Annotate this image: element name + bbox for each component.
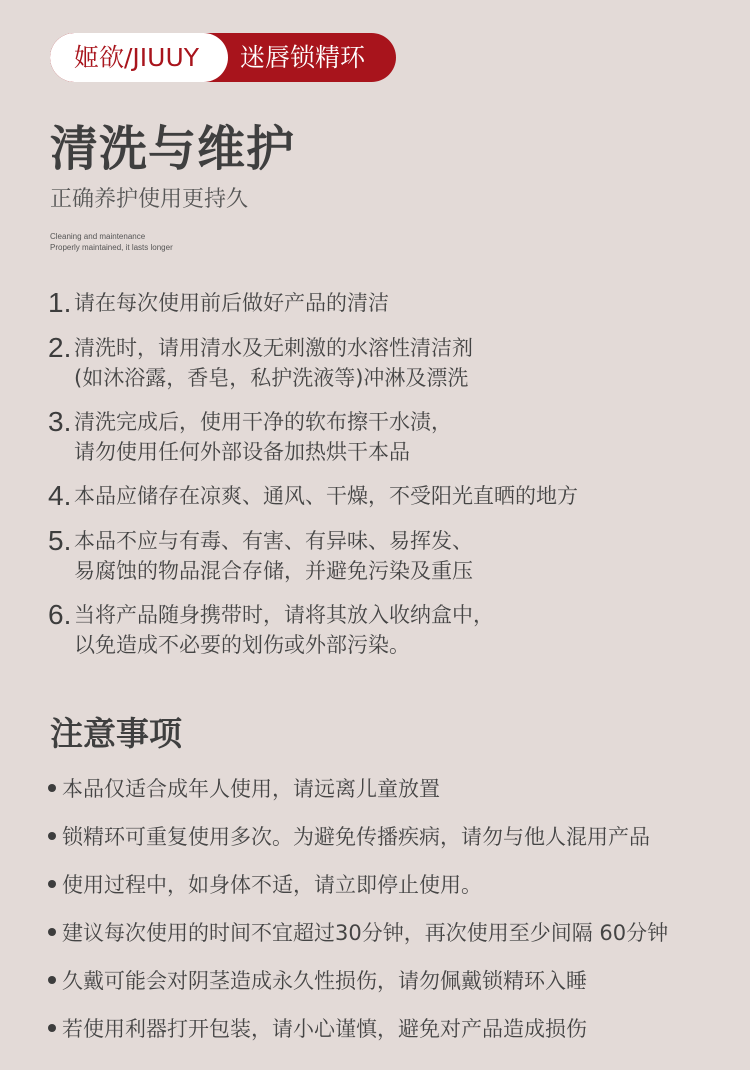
brand-name: 姬欲/JIUUY [50, 33, 228, 82]
care-steps-list [48, 287, 728, 673]
english-subtitle-line: Properly maintained, it lasts longer [50, 243, 173, 252]
step-number: 2. [48, 332, 72, 363]
notice-text: 本品仅适合成年人使用，请远离儿童放置 [62, 777, 440, 801]
step-text: (如沐浴露，香皂，私护洗液等)冲淋及漂洗 [74, 366, 469, 390]
step-text: 易腐蚀的物品混合存储，并避免污染及重压 [74, 559, 473, 583]
notice-title: 注意事项 [50, 714, 182, 753]
notice-text: 久戴可能会对阴茎造成永久性损伤，请勿佩戴锁精环入睡 [62, 969, 587, 993]
step-text: 本品不应与有毒、有害、有异味、易挥发、 [74, 529, 473, 553]
step-text: 清洗时，请用清水及无刺激的水溶性清洁剂 [74, 336, 473, 360]
step-text: 请勿使用任何外部设备加热烘干本品 [74, 440, 410, 464]
notice-text: 锁精环可重复使用多次。为避免传播疾病，请勿与他人混用产品 [62, 825, 650, 849]
brand-badge [50, 33, 396, 82]
step-text: 当将产品随身携带时，请将其放入收纳盒中， [74, 603, 494, 627]
care-step [48, 599, 728, 660]
product-name: 迷唇锁精环 [240, 43, 366, 72]
notice-text: 建议每次使用的时间不宜超过30分钟，再次使用至少间隔 60分钟 [62, 921, 669, 945]
notice-list [48, 764, 738, 1052]
bullet-dot-icon [48, 1024, 56, 1032]
step-text: 清洗完成后，使用干净的软布擦干水渍， [74, 410, 452, 434]
notice-text: 若使用利器打开包装，请小心谨慎，避免对产品造成损伤 [62, 1017, 587, 1041]
step-text: 本品应储存在凉爽、通风、干燥，不受阳光直晒的地方 [74, 484, 578, 508]
care-step [48, 332, 728, 393]
notice-item [48, 860, 738, 908]
step-text: 请在每次使用前后做好产品的清洁 [74, 291, 389, 315]
page-title: 清洗与维护 [50, 121, 296, 177]
notice-item [48, 812, 738, 860]
bullet-dot-icon [48, 928, 56, 936]
notice-item [48, 1004, 738, 1052]
bullet-dot-icon [48, 880, 56, 888]
notice-item [48, 908, 738, 956]
step-text: 以免造成不必要的划伤或外部污染。 [74, 633, 410, 657]
care-step [48, 525, 728, 586]
bullet-dot-icon [48, 784, 56, 792]
english-subtitle-line: Cleaning and maintenance [50, 232, 146, 241]
bullet-dot-icon [48, 976, 56, 984]
step-number: 3. [48, 406, 72, 437]
step-number: 1. [48, 287, 72, 318]
step-number: 4. [48, 480, 72, 511]
care-step [48, 480, 728, 512]
english-subtitle [50, 231, 173, 253]
bullet-dot-icon [48, 832, 56, 840]
notice-item [48, 764, 738, 812]
page-subtitle: 正确养护使用更持久 [50, 187, 249, 212]
step-number: 5. [48, 525, 72, 556]
care-step [48, 287, 728, 319]
notice-item [48, 956, 738, 1004]
step-number: 6. [48, 599, 72, 630]
care-step [48, 406, 728, 467]
notice-text: 使用过程中，如身体不适，请立即停止使用。 [62, 873, 482, 897]
